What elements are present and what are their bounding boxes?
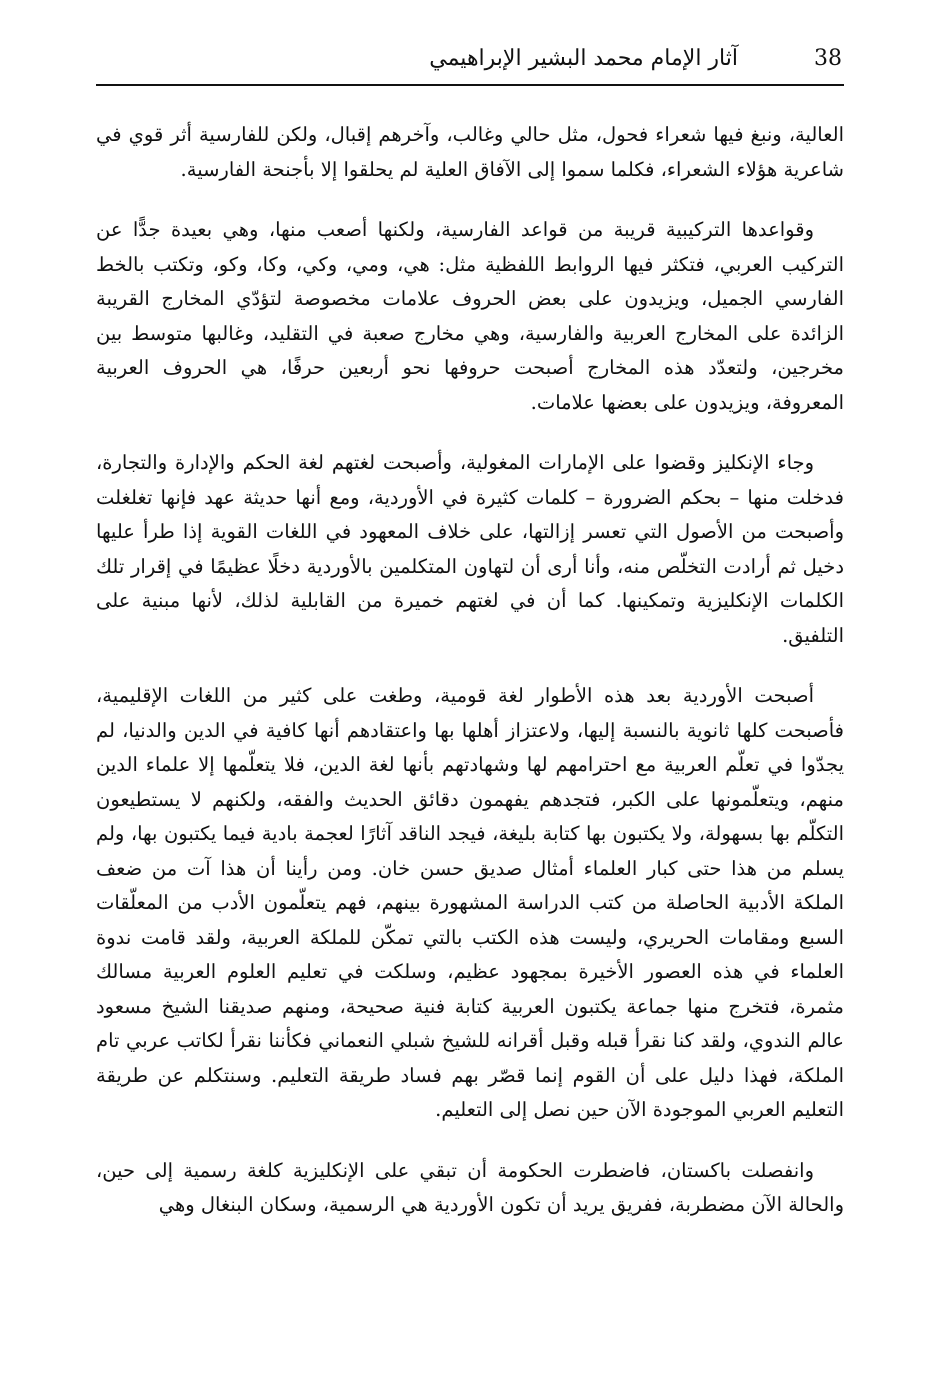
page-header [96, 40, 844, 84]
page-number: 38 [814, 46, 842, 71]
paragraph-3: وجاء الإنكليز وقضوا على الإمارات المغولية، وأصبحت لغتهم لغة الحكم والإدارة والتجارة، فدخلت منها – بحكم الضرورة – كلمات كثيرة في الأوردية، ومع أنها حديثة عهد فإنها تغلغلت وأصبحت من الأصول التي تعسر إزالتها، على خلاف المعهود في اللغات القوية إذا طرأ عليها دخيل ثم أرادت التخلّص منه، وأنا أرى أن لتهاون المتكلمين بالأوردية دخلًا عظيمًا في إقرار تلك الكلمات الإنكليزية وتمكينها. كما أن في لغتهم خميرة من القابلية لذلك، لأنها مبنية على التلفيق. [96, 451, 844, 647]
paragraph-5: وانفصلت باكستان، فاضطرت الحكومة أن تبقي على الإنكليزية كلغة رسمية إلى حين، والحالة الآن مضطربة، ففريق يريد أن تكون الأوردية هي الرسمية، وسكان البنغال وهي [96, 1158, 844, 1216]
paragraph-4: أصبحت الأوردية بعد هذه الأطوار لغة قومية، وطغت على كثير من اللغات الإقليمية، فأصبحت كلها ثانوية بالنسبة إليها، ولاعتزاز أهلها بها واعتقادهم أنها كافية في الدين والدنيا، لم يجدّوا في تعلّم العربية مع احترامهم لها وشهادتهم بأنها لغة الدين، فلا يتعلّمها إلا علماء الدين منهم، ويتعلّمونها على الكبر، فتجدهم يفهمون دقائق الحديث والفقه، ولكنهم لا يستطيعون التكلّم بها بسهولة، ولا يكتبون بها كتابة بليغة، فيجد الناقد آثارًا لعجمة بادية فيما يكتبون بها، ولم يسلم من هذا حتى كبار العلماء أمثال صديق حسن خان. ومن رأينا أن هذا آت من ضعف الملكة الأدبية الحاصلة من كتب الدراسة المشهورة بينهم، فهم يتعلّمون الأدب من المعلّقات السبع ومقامات الحريري، وليست هذه الكتب بالتي تمكّن للملكة العربية، ولقد قامت ندوة العلماء في هذه العصور الأخيرة بمجهود عظيم، وسلكت في تعليم العلوم العربية مسالك مثمرة، فتخرج منها جماعة يكتبون العربية كتابة فنية صحيحة، ومنهم صديقنا الشيخ مسعود عالم الندوي، ولقد كنا نقرأ قبله وقبل أقرانه للشيخ شبلي النعماني فكأننا نقرأ لكاتب عربي تام الملكة، فهذا دليل على أن القوم إنما قصّر بهم فساد طريقة التعليم. وسنتكلم عن طريقة التعليم العربي الموجودة الآن حين نصل إلى التعليم. [96, 684, 844, 1121]
paragraph-2: وقواعدها التركيبية قريبة من قواعد الفارسية، ولكنها أصعب منها، وهي بعيدة جدًّا عن التركيب العربي، فتكثر فيها الروابط اللفظية مثل: هي، ومي، وكي، وكا، وكو، وتكتب بالخط الفارسي الجميل، ويزيدون على بعض الحروف علامات مخصوصة لتؤدّي المخارج القريبة الزائدة على المخارج العربية والفارسية، وهي مخارج صعبة في التقليد، وغالبها متوسط بين مخرجين، ولتعدّد هذه المخارج أصبحت حروفها نحو أربعين حرفًا، هي الحروف العربية المعروفة، ويزيدون على بعضها علامات. [96, 218, 844, 414]
body-text [96, 118, 844, 1249]
header-divider [96, 84, 844, 86]
paragraph-1: العالية، ونبغ فيها شعراء فحول، مثل حالي وغالب، وآخرهم إقبال، ولكن للفارسية أثر قوي في شاعرية هؤلاء الشعراء، فكلما سموا إلى الآفاق العلية لم يحلقوا إلا بأجنحة الفارسية. [96, 123, 844, 181]
running-title: آثار الإمام محمد البشير الإبراهيمي [429, 46, 738, 71]
